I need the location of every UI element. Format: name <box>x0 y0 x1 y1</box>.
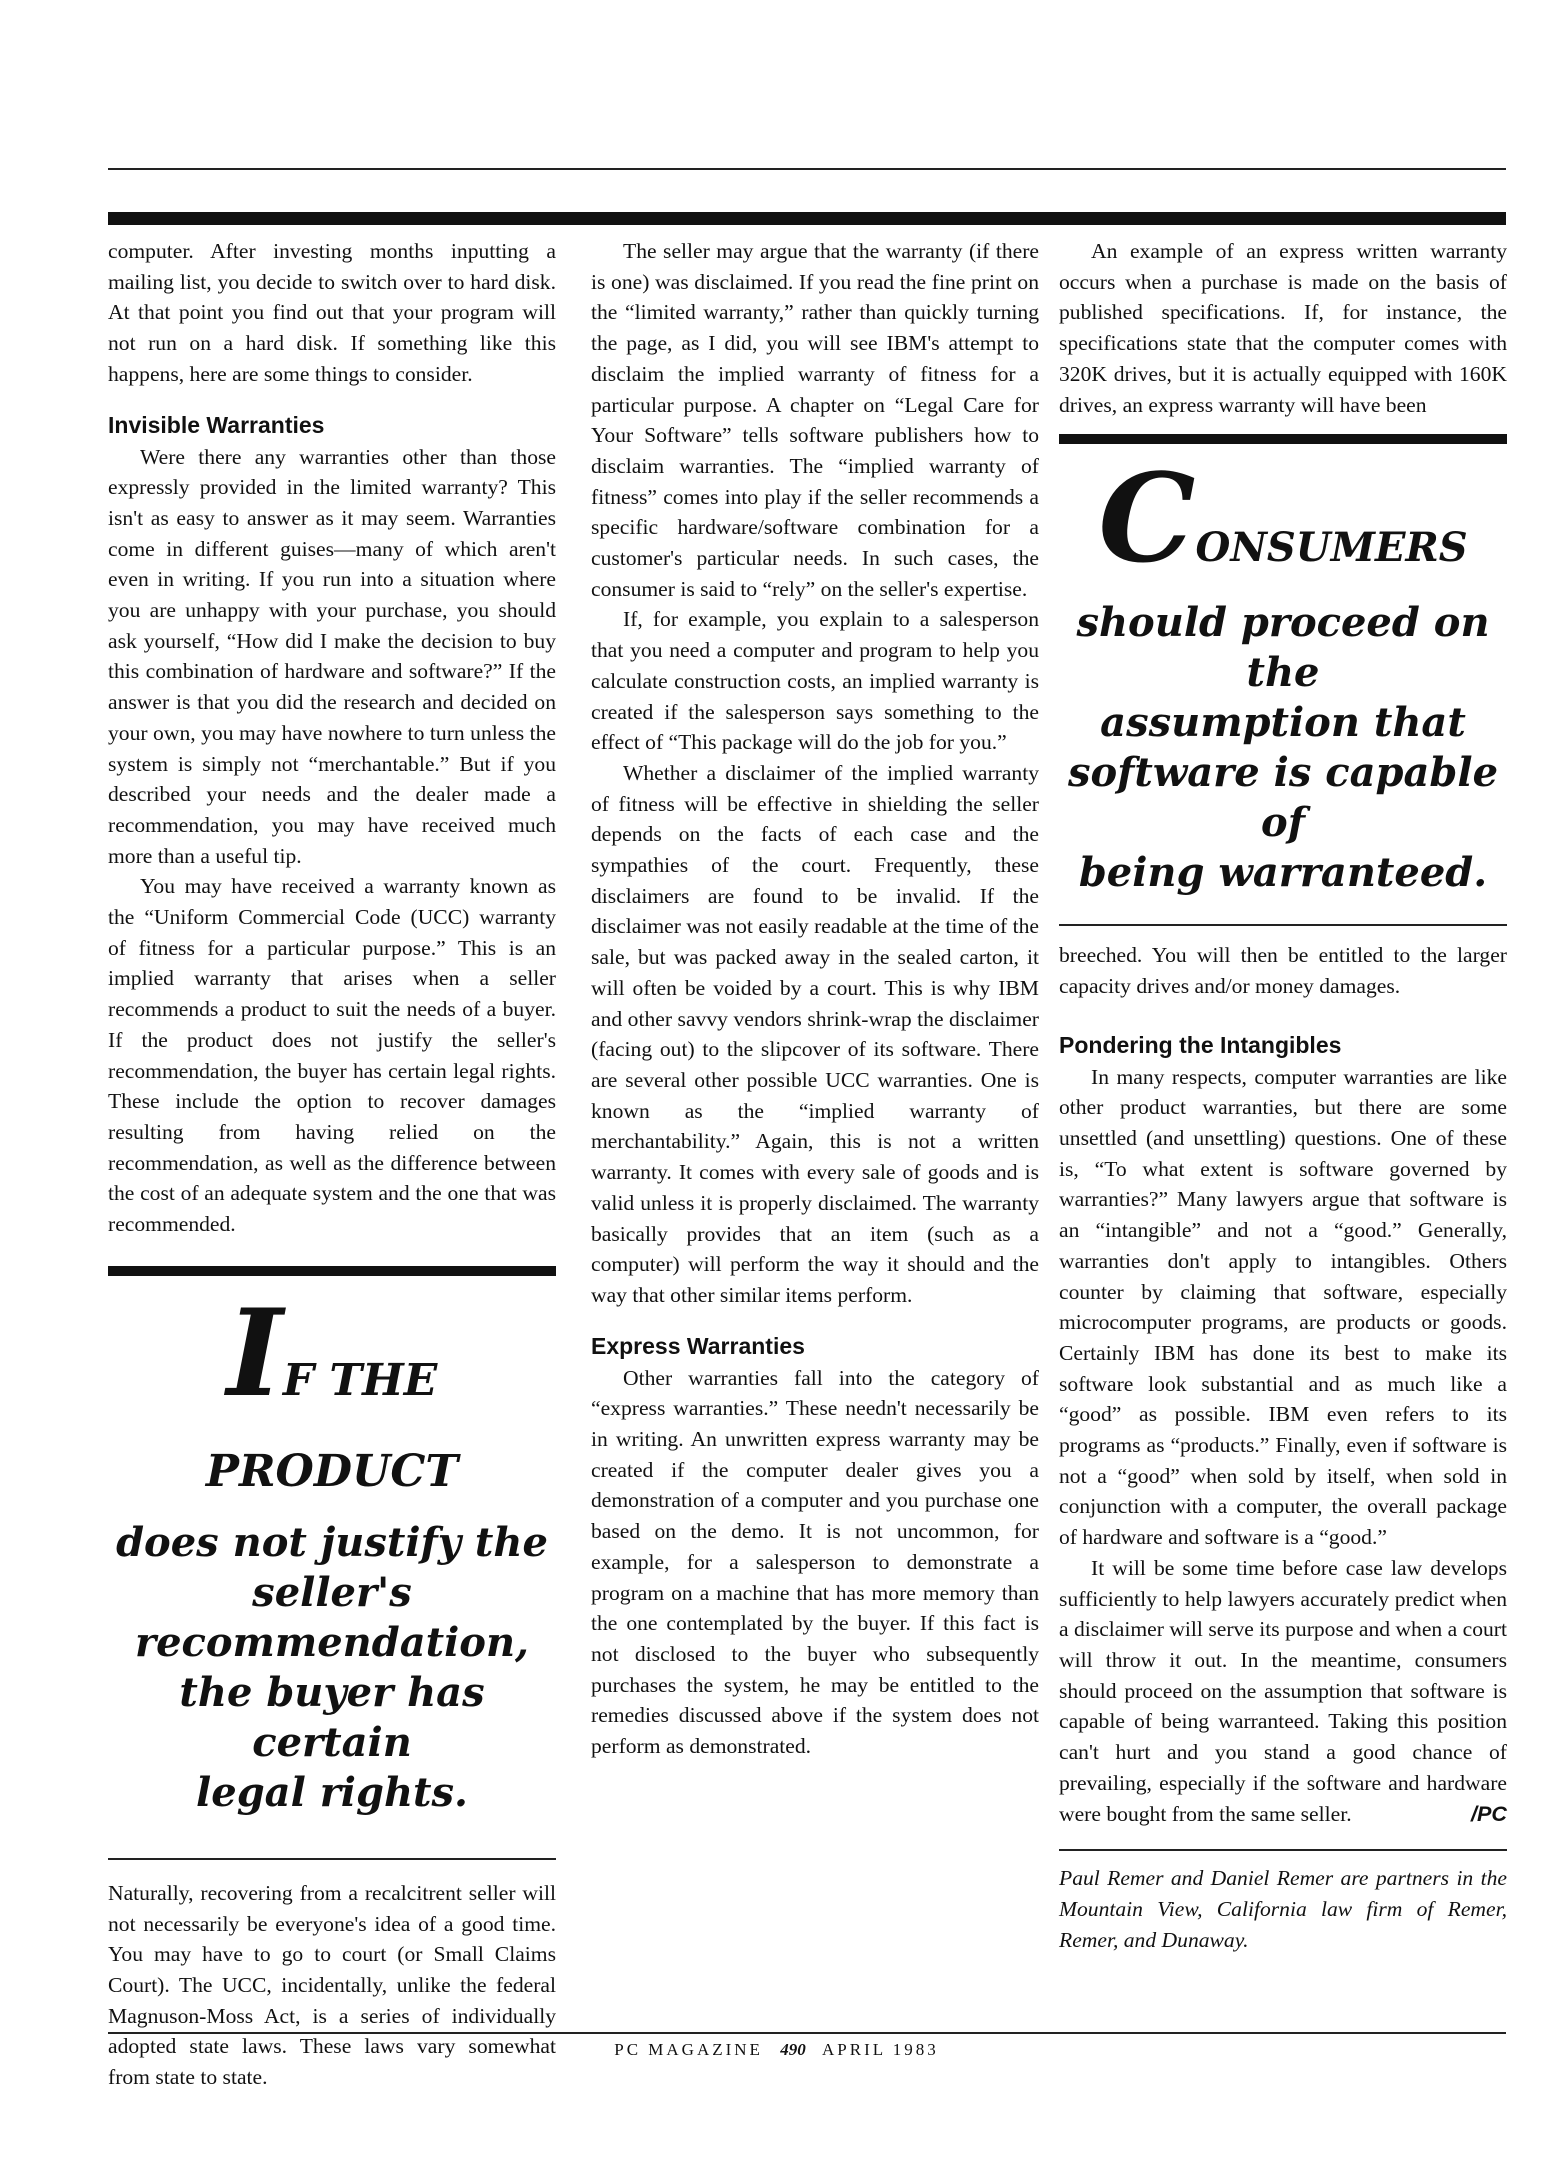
pullquote-line: being warranteed. <box>1078 849 1488 897</box>
paragraph-text: It will be some time before case law develops sufficiently to help lawyers accurately predict when a disclaimer will serve its purpose and when a court will throw it out. In the meantime, consumers should proceed on the assumption that software is capable of being warranteed. Taking this position can't hurt and you stand a good chance of prevailing, especially if the software and hardware were bought from the same seller. <box>1059 1555 1507 1826</box>
pullquote-first-line: ONSUMERS <box>1195 524 1468 572</box>
footer-rule <box>108 2032 1506 2034</box>
header-bar <box>108 212 1506 225</box>
paragraph: If, for example, you explain to a salesperson that you need a computer and program to help you calculate construction costs, an implied warranty is created if the salesperson says something to the effect of “This package will do the job for you.” <box>591 607 1039 755</box>
issue-date: APRIL 1983 <box>822 2040 939 2059</box>
paragraph: Were there any warranties other than those expressly provided in the limited warranty? This isn't as easy to answer as it may seem. Warranties come in different guises—many of which aren't even in writing. If you run into a situation where you are unhappy with your purchase, you should ask yourself, “How did I make the decision to buy this combination of hardware and software?” If the answer is that you did the research and decided on your own, you may have nowhere to turn unless the system is simply not “merchantable.” But if you described your needs and the dealer made a recommendation, you may have received much more than a useful tip. <box>108 444 556 868</box>
paragraph: Other warranties fall into the category of “express warranties.” These needn't necessarily be in writing. An unwritten express warranty may be created if the computer dealer gives you a demonstration of a computer and you purchase one based on the demo. It is not uncommon, for example, for a salesperson to demonstrate a program on a machine that has more memory than the one contemplated by the buyer. If this fact is not disclosed to the buyer who subsequently purchases the system, he may be entitled to the remedies discussed above if the system does not perform as demonstrated. <box>591 1365 1039 1759</box>
drop-cap: C <box>1098 446 1196 591</box>
column-2 <box>591 236 1039 1762</box>
pullquote-top-rule <box>108 1266 556 1276</box>
paragraph <box>1059 1553 1507 1829</box>
magazine-name: PC MAGAZINE <box>614 2040 763 2059</box>
pullquote-line: should proceed on the <box>1076 599 1490 697</box>
paragraph: Naturally, recovering from a recalcitrent seller will not necessarily be everyone's idea of a good time. You may have to go to court (or Small Claims Court). The UCC, incidentally, unlike the federal Magnuson-Moss Act, is a series of individually adopted state laws. These laws vary somewhat from state to state. <box>108 1880 556 2090</box>
pullquote-bottom-rule <box>1059 924 1507 926</box>
column-3 <box>1059 236 1507 1955</box>
paragraph: Whether a disclaimer of the implied warranty of fitness will be effective in shielding the seller depends on the facts of each case and the sympathies of the court. Frequently, these disclaimers are found to be invalid. If the disclaimer was not easily readable at the time of the sale, but was packed away in the sealed carton, it will often be voided by a court. This is why IBM and other savvy vendors shrink-wrap the disclaimer (facing out) to the slipcover of its software. There are several other possible UCC warranties. One is known as the “implied warranty of merchantability.” Again, this is not a written warranty. It comes with every sale of goods and is valid unless it is properly disclaimed. The warranty basically provides that an item (such as a computer) will perform the way it should and the way that other similar items perform. <box>591 760 1039 1307</box>
pullquote-top-rule <box>1059 434 1507 444</box>
top-rule <box>108 168 1506 170</box>
column-1 <box>108 236 556 2093</box>
pullquote-2 <box>1059 434 1507 926</box>
author-byline: Paul Remer and Daniel Remer are partners in the Mountain View, California law firm of Remer, Remer, and Dunaway. <box>1059 1866 1507 1952</box>
paragraph: An example of an express written warranty occurs when a purchase is made on the basis of published specifications. If, for instance, the specifications state that the computer comes with 320K drives, but it is actually equipped with 160K drives, an express warranty will have been <box>1059 239 1507 417</box>
pullquote-line: does not justify the <box>116 1518 548 1566</box>
pullquote-line: seller's recommendation, <box>135 1568 529 1666</box>
page-number: 490 <box>780 2040 806 2059</box>
pullquote-line: assumption that <box>1100 699 1466 747</box>
pullquote-first-line: F THE PRODUCT <box>205 1354 459 1497</box>
page-footer <box>0 2040 1553 2060</box>
drop-cap: I <box>226 1282 283 1424</box>
pullquote-line: software is capable of <box>1067 749 1499 847</box>
byline-rule <box>1059 1849 1507 1851</box>
paragraph: computer. After investing months inputting a mailing list, you decide to switch over to hard disk. At that point you find out that your program will not run on a hard disk. If something like this happens, here are some things to consider. <box>108 239 556 386</box>
paragraph: The seller may argue that the warranty (if there is one) was disclaimed. If you read the fine print on the “limited warranty,” rather than quickly turning the page, as I did, you will see IBM's attempt to disclaim the implied warranty of fitness for a particular purpose. A chapter on “Legal Care for Your Software” tells software publishers how to disclaim warranties. The “implied warranty of fitness” comes into play if the seller recommends a specific hardware/software combination for a customer's particular needs. In such cases, the consumer is said to “rely” on the seller's expertise. <box>591 239 1039 601</box>
paragraph: You may have received a warranty known as the “Uniform Commercial Code (UCC) warranty of fitness for a particular purpose.” This is an implied warranty that arises when a seller recommends a product to suit the needs of a buyer. If the product does not justify the seller's recommendation, the buyer has certain legal rights. These include the option to recover damages resulting from having relied on the recommendation, as well as the difference between the cost of an adequate system and the one that was recommended. <box>108 874 556 1237</box>
pullquote-1 <box>108 1266 556 1860</box>
section-heading: Express Warranties <box>591 1332 805 1359</box>
pullquote-bottom-rule <box>108 1858 556 1860</box>
pullquote-line: legal rights. <box>196 1768 468 1816</box>
paragraph: breeched. You will then be entitled to the larger capacity drives and/or money damages. <box>1059 943 1507 998</box>
pullquote-line: the buyer has certain <box>179 1668 485 1766</box>
section-heading: Invisible Warranties <box>108 411 325 438</box>
signoff: /PC <box>1471 1800 1507 1826</box>
section-heading: Pondering the Intangibles <box>1059 1031 1342 1058</box>
paragraph: In many respects, computer warranties are like other product warranties, but there are some unsettled (and unsettling) questions. One of these is, “To what extent is software governed by warranties?” Many lawyers argue that software is an “intangible” and not a “good.” Generally, warranties don't apply to intangibles. Others counter by claiming that software, especially microcomputer programs, are products or goods. Certainly IBM has done its best to make its software look substantial and as much like a “good” as possible. IBM even refers to its programs as “products.” Finally, even if software is not a “good” when sold by itself, when sold in conjunction with a computer, the overall package of hardware and software is a “good.” <box>1059 1064 1507 1550</box>
